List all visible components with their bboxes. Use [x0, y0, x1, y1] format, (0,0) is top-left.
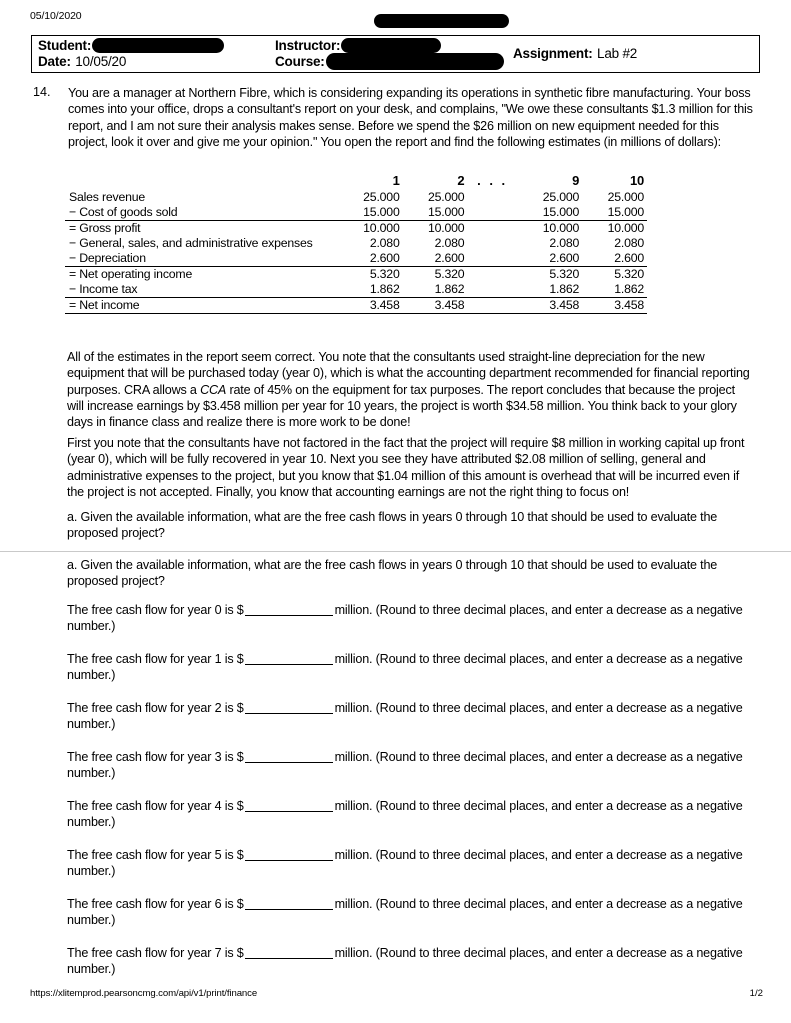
- table-cell: 2.600: [549, 251, 580, 265]
- table-header-ellipsis: . . .: [477, 172, 508, 188]
- table-cell: 1.862: [614, 282, 644, 296]
- answer-year-number: 0: [214, 603, 222, 617]
- answer-prompt-dollar: is $: [221, 652, 244, 666]
- answer-prompt-suffix: million. (Round to three decimal places, and enter a decrease as a negative number.): [67, 848, 743, 879]
- redaction-bar-course-name: [326, 53, 504, 70]
- table-row: [65, 205, 647, 221]
- date-label: Date:: [38, 54, 71, 69]
- table-cell: 3.458: [403, 297, 468, 313]
- answer-input-blank-year-4[interactable]: [245, 799, 333, 812]
- answer-input-blank-year-1[interactable]: [245, 652, 333, 665]
- course-label: Course:: [275, 54, 325, 69]
- answer-prompt-dollar: is $: [221, 603, 244, 617]
- table-row-label: = Net operating income: [65, 266, 338, 282]
- answer-row-year-2: [67, 700, 757, 733]
- table-cell: 25.000: [427, 190, 465, 204]
- answer-year-number: 4: [214, 799, 222, 813]
- answer-row-year-7: [67, 945, 757, 978]
- paragraph-working-capital-note: First you note that the consultants have not factored in the fact that the project will require $8 million in working capital up front (year 0), which will be fully recovered in year 10. Next you see they have attributed $2.08 million of selling, general and administrative expenses to the project, but you know that $1.04 million of this amount is overhead that will be incurred even if the project is not accepted. Finally, you know that accounting earnings are not the right thing to focus on!: [67, 436, 745, 499]
- date-value: 10/05/20: [75, 54, 127, 69]
- paragraph-estimates-note: [67, 349, 753, 430]
- answer-row-year-6: [67, 896, 757, 929]
- document-date-stamp: 05/10/2020: [30, 10, 82, 22]
- table-row: [65, 220, 647, 236]
- answer-prompt-prefix: The free cash flow for year: [67, 799, 215, 813]
- table-cell: 15.000: [427, 205, 465, 219]
- financial-estimates-table: [65, 172, 647, 314]
- answer-input-blank-year-5[interactable]: [245, 848, 333, 861]
- table-cell: 10.000: [582, 220, 647, 236]
- answer-prompt-suffix: million. (Round to three decimal places, and enter a decrease as a negative number.): [67, 799, 743, 830]
- answer-prompt-suffix: million. (Round to three decimal places, and enter a decrease as a negative number.): [67, 701, 743, 732]
- table-row-label: − Depreciation: [69, 251, 146, 265]
- table-cell: 15.000: [607, 205, 644, 219]
- table-cell: 2.600: [434, 251, 465, 265]
- course-field: [275, 53, 504, 71]
- answer-prompt-dollar: is $: [221, 799, 244, 813]
- table-cell: 2.600: [614, 251, 644, 265]
- table-cell: 1.862: [434, 282, 465, 296]
- answer-prompt-prefix: The free cash flow for year: [67, 946, 215, 960]
- table-cell: 5.320: [403, 266, 468, 282]
- question-block: [33, 85, 760, 150]
- answer-prompt-suffix: million. (Round to three decimal places, and enter a decrease as a negative number.): [67, 652, 743, 683]
- answer-year-number: 2: [214, 701, 222, 715]
- table-cell: 1.862: [369, 282, 400, 296]
- redaction-bar-student-name: [92, 38, 224, 53]
- table-row: [65, 190, 647, 205]
- assignment-value: Lab #2: [597, 46, 638, 61]
- section-divider: [0, 551, 791, 552]
- table-row-label: Sales revenue: [69, 190, 146, 204]
- table-header-row: [65, 172, 647, 190]
- table-cell: 3.458: [582, 297, 647, 313]
- answer-prompt-dollar: is $: [221, 897, 244, 911]
- answer-input-blank-year-0[interactable]: [245, 603, 333, 616]
- answer-row-year-5: [67, 847, 757, 880]
- table-cell: 2.600: [369, 251, 400, 265]
- table-cell: [467, 297, 517, 313]
- assignment-label: Assignment:: [513, 46, 593, 61]
- table-cell: 2.080: [369, 236, 400, 250]
- table-row: [65, 251, 647, 267]
- table-cell: 10.000: [403, 220, 468, 236]
- answer-input-blank-year-3[interactable]: [245, 750, 333, 763]
- sub-question-a-repeat: a. Given the available information, what are the free cash flows in years 0 through 10 that should be used to evaluate the proposed project?: [67, 558, 718, 589]
- table-cell: [467, 251, 517, 267]
- table-cell: 25.000: [542, 190, 580, 204]
- answer-prompt-suffix: million. (Round to three decimal places, and enter a decrease as a negative number.): [67, 946, 743, 977]
- date-field: [38, 53, 126, 71]
- table-row-label: − Income tax: [69, 282, 138, 296]
- answer-prompt-dollar: is $: [221, 701, 244, 715]
- sub-question-a-top: a. Given the available information, what are the free cash flows in years 0 through 10 that should be used to evaluate the proposed project?: [67, 510, 718, 541]
- answer-prompt-suffix: million. (Round to three decimal places, and enter a decrease as a negative number.): [67, 750, 743, 781]
- table-cell: 10.000: [517, 220, 582, 236]
- table-cell: 15.000: [363, 205, 400, 219]
- table-header-year-9: 9: [572, 172, 580, 188]
- answer-row-year-0: [67, 602, 757, 635]
- footer-page-number: 1/2: [749, 988, 763, 999]
- table-row: [65, 236, 647, 251]
- redaction-bar-top: [374, 14, 509, 28]
- answer-prompt-prefix: The free cash flow for year: [67, 652, 215, 666]
- table-row-label: = Gross profit: [65, 220, 338, 236]
- instructor-label: Instructor:: [275, 38, 341, 53]
- table-cell: 10.000: [338, 220, 403, 236]
- table-row-label: − Cost of goods sold: [69, 205, 178, 219]
- table-header-year-10: 10: [629, 172, 644, 188]
- assignment-field: [513, 45, 637, 63]
- table-cell: [467, 266, 517, 282]
- table-cell: 3.458: [517, 297, 582, 313]
- table-cell: [467, 190, 517, 205]
- answer-year-number: 3: [214, 750, 222, 764]
- cca-term: CCA: [200, 382, 227, 397]
- table-cell: 1.862: [549, 282, 580, 296]
- answer-prompt-prefix: The free cash flow for year: [67, 701, 215, 715]
- answer-prompt-dollar: is $: [221, 750, 244, 764]
- table-cell: 2.080: [614, 236, 644, 250]
- answer-prompt-prefix: The free cash flow for year: [67, 750, 215, 764]
- table-cell: 25.000: [607, 190, 644, 204]
- table-cell: 25.000: [363, 190, 400, 204]
- question-number: 14.: [33, 85, 51, 99]
- answer-year-number: 5: [214, 848, 222, 862]
- assignment-header-box: [31, 35, 760, 73]
- answer-prompt-dollar: is $: [221, 946, 244, 960]
- table-cell: [467, 282, 517, 298]
- redaction-bar-instructor-name: [341, 38, 441, 53]
- answer-row-year-3: [67, 749, 757, 782]
- answer-prompt-prefix: The free cash flow for year: [67, 848, 215, 862]
- paragraph-1-part-b: rate of 45% on the equipment for tax purposes. The report concludes that because the project will increase earnings by $3.458 million per year for 10 years, the project is worth $34.58 million. You think back to your glory days in finance class and realize there is more work to be done!: [67, 382, 737, 430]
- table-cell: 2.080: [434, 236, 465, 250]
- answer-year-number: 6: [214, 897, 222, 911]
- table-row: [65, 266, 647, 282]
- answer-input-blank-year-7[interactable]: [245, 946, 333, 959]
- table-row: [65, 297, 647, 313]
- answer-prompt-prefix: The free cash flow for year: [67, 603, 215, 617]
- table-row-label: = Net income: [65, 297, 338, 313]
- table-cell: [467, 205, 517, 221]
- answer-row-year-1: [67, 651, 757, 684]
- table-cell: 5.320: [517, 266, 582, 282]
- footer-url: https://xlitemprod.pearsoncmg.com/api/v1/print/finance: [30, 988, 258, 999]
- student-label: Student:: [38, 38, 92, 53]
- table-row-label: − General, sales, and administrative expenses: [69, 236, 313, 250]
- answer-prompt-prefix: The free cash flow for year: [67, 897, 215, 911]
- answer-input-blank-year-2[interactable]: [245, 701, 333, 714]
- table-cell: [467, 220, 517, 236]
- table-cell: 5.320: [582, 266, 647, 282]
- table-row: [65, 282, 647, 298]
- table-header-year-2: 2: [457, 172, 465, 188]
- table-cell: 15.000: [542, 205, 580, 219]
- answer-year-number: 1: [214, 652, 222, 666]
- table-body: [65, 190, 647, 314]
- answer-prompt-suffix: million. (Round to three decimal places, and enter a decrease as a negative number.): [67, 603, 743, 634]
- question-text: You are a manager at Northern Fibre, which is considering expanding its operations in synthetic fibre manufacturing. Your boss comes into your office, drops a consultant's report on your desk, and complains, "We owe these consultants $1.3 million for this report, and I am not sure their analysis makes sense. Before we spend the $26 million on new equipment needed for this project, look it over and give me your opinion." You open the report and find the following estimates (in millions of dollars):: [68, 86, 753, 149]
- table-header-blank: [65, 172, 338, 190]
- answer-input-blank-year-6[interactable]: [245, 897, 333, 910]
- answer-prompt-dollar: is $: [221, 848, 244, 862]
- table-header-year-1: 1: [392, 172, 400, 188]
- table-cell: [467, 236, 517, 251]
- table-cell: 2.080: [549, 236, 580, 250]
- table-cell: 5.320: [338, 266, 403, 282]
- answer-year-number: 7: [214, 946, 222, 960]
- answer-row-year-4: [67, 798, 757, 831]
- answer-prompt-suffix: million. (Round to three decimal places, and enter a decrease as a negative number.): [67, 897, 743, 928]
- paragraph-1-part-a: All of the estimates in the report seem correct. You note that the consultants used straight-line depreciation for the new equipment that will be purchased today (year 0), which is what the accounting department recommended for financial reporting purposes. CRA allows a: [67, 350, 750, 397]
- table-cell: 3.458: [338, 297, 403, 313]
